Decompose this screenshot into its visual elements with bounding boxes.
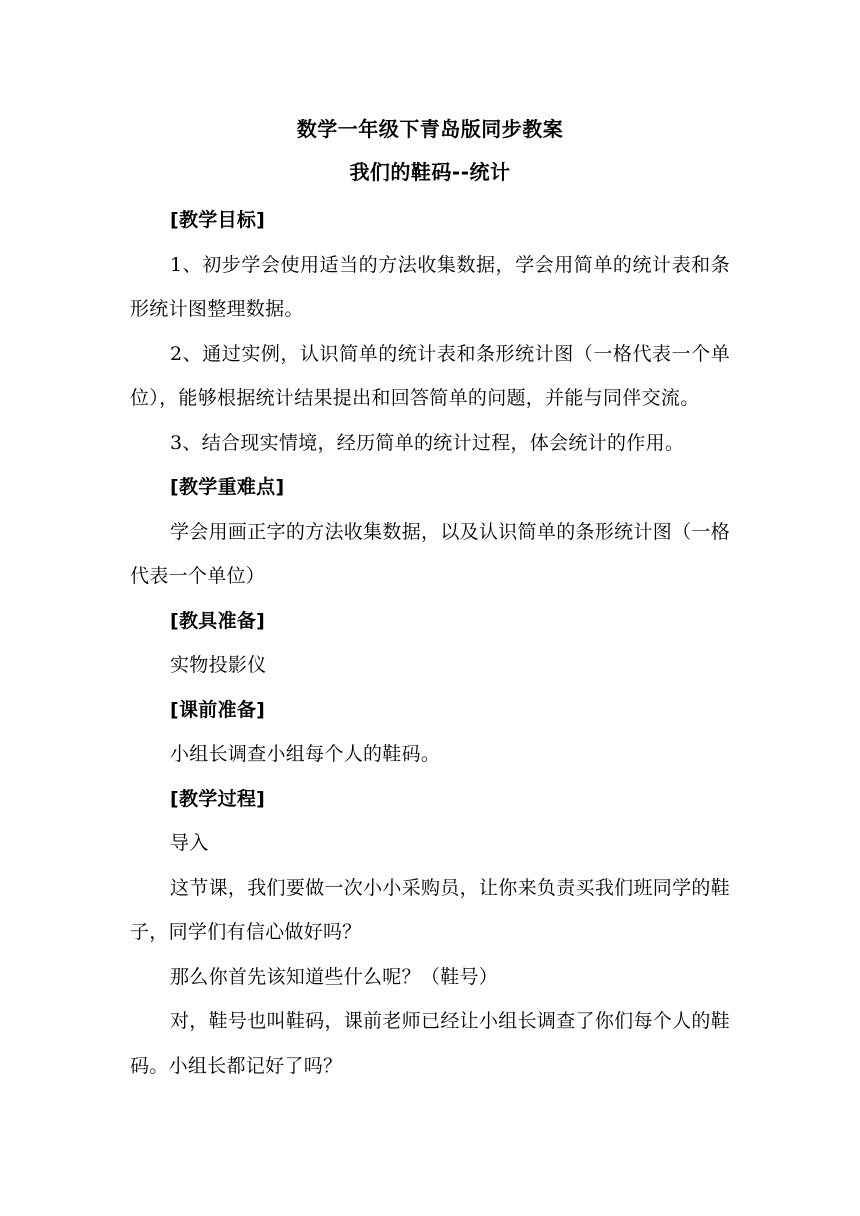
prep-text: 小组长调查小组每个人的鞋码。: [170, 743, 441, 765]
document-body: [130, 198, 730, 1088]
objective-3: 3、结合现实情境，经历简单的统计过程，体会统计的作用。: [170, 431, 685, 454]
prep-heading: [课前准备]: [170, 698, 266, 721]
process-paragraph-1: 这节课，我们要做一次小小采购员，让你来负责买我们班同学的鞋子，同学们有信心做好吗？: [130, 876, 730, 943]
document-title: 数学一年级下青岛版同步教案: [296, 117, 564, 141]
process-heading: [教学过程]: [170, 787, 266, 810]
objective-1: 1、初步学会使用适当的方法收集数据，学会用简单的统计表和条形统计图整理数据。: [130, 253, 730, 320]
process-paragraph-3: 对，鞋号也叫鞋码，课前老师已经让小组长调查了你们每个人的鞋码。小组长都记好了吗？: [130, 1010, 730, 1077]
keypoints-text: 学会用画正字的方法收集数据，以及认识简单的条形统计图（一格代表一个单位）: [130, 520, 730, 587]
objective-2: 2、通过实例，认识简单的统计表和条形统计图（一格代表一个单位），能够根据统计结果提出和回答简单的问题，并能与同伴交流。: [130, 342, 730, 409]
document-subtitle: 我们的鞋码--统计: [349, 160, 511, 184]
process-paragraph-2: 那么你首先该知道些什么呢？（鞋号）: [170, 965, 499, 988]
tools-text: 实物投影仪: [170, 654, 267, 676]
objectives-heading: [教学目标]: [170, 209, 266, 231]
process-intro: 导入: [170, 832, 209, 854]
tools-heading: [教具准备]: [170, 609, 266, 632]
keypoints-heading: [教学重难点]: [170, 476, 285, 498]
